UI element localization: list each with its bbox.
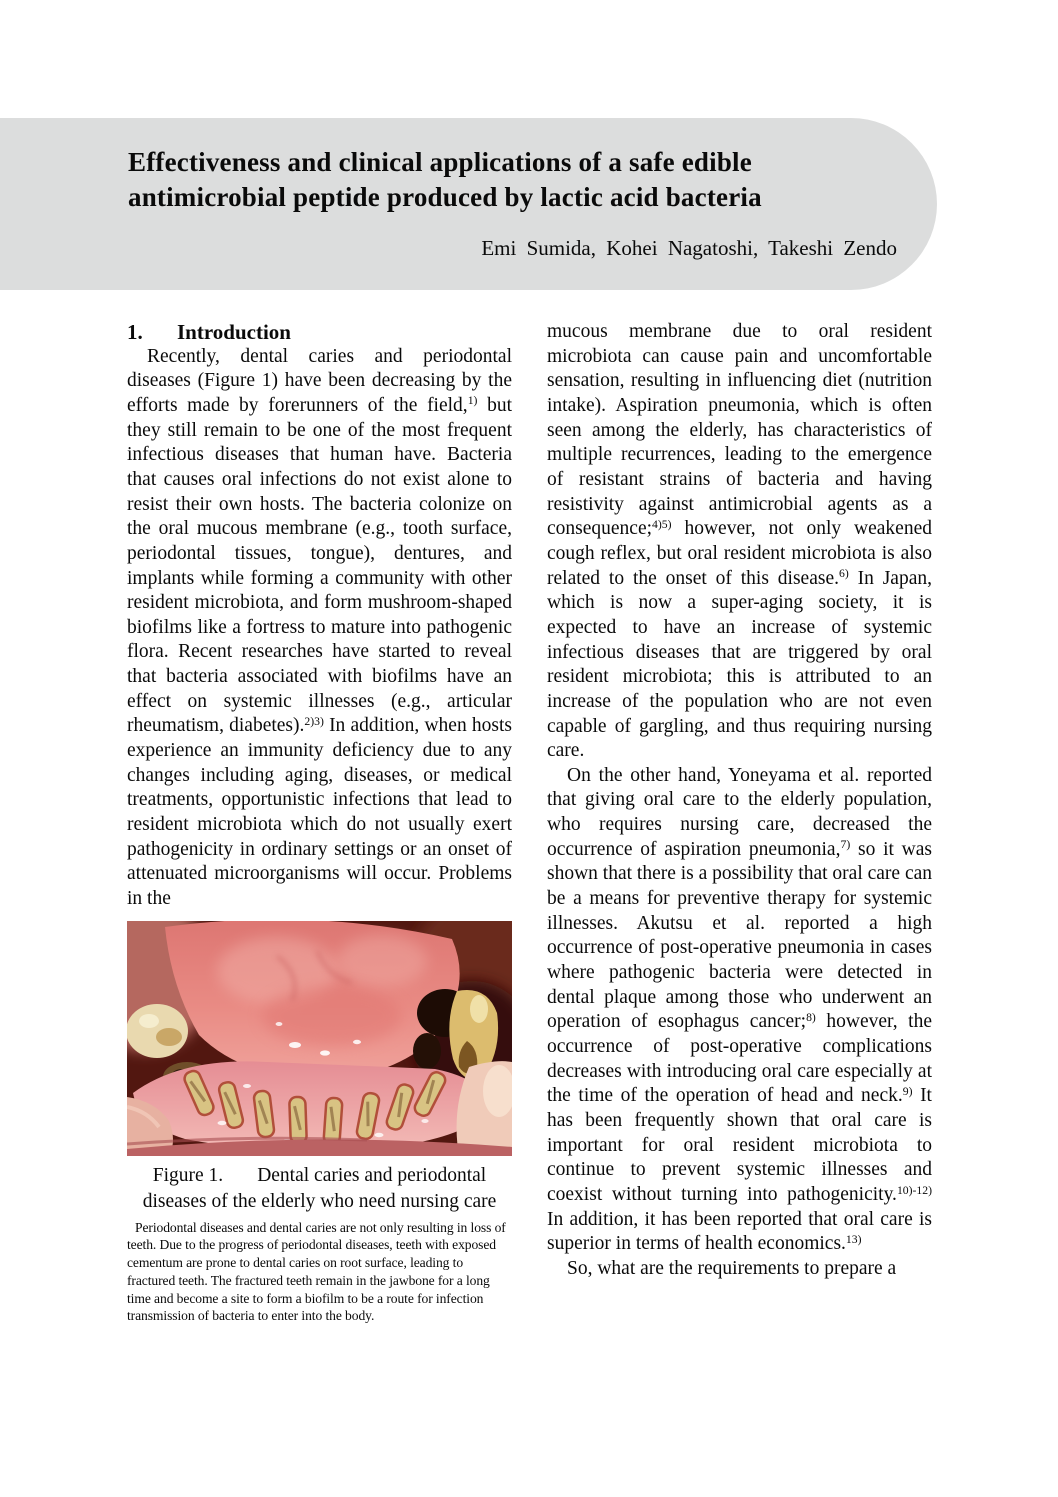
two-column-body xyxy=(127,320,932,1325)
paper-title xyxy=(0,118,937,215)
body-paragraph: mucous membrane due to oral resident microbiota can cause pain and uncomfortable sensation, resulting in influencing diet (nutrition intake). Aspiration pneumonia, which is often seen among the elderly, has characteristics of multiple recurrences, leading to the emergence of resistant strains of bacteria and having resistivity against antimicrobial agents as a consequence;$^{4)5)}$ however, not only weakened cough reflex, but oral resident microbiota is also related to the onset of this disease.$^{6)}$ In Japan, which is now a super-aging society, it is expected to have an increase of systemic infectious diseases that are triggered by oral resident microbiota; this is attributed to an increase of the population who are not even capable of gargling, and thus requiring nursing care. xyxy=(547,321,932,762)
oral-cavity-photo xyxy=(127,921,512,1156)
body-paragraph: So, what are the requirements to prepare a xyxy=(567,1257,897,1279)
section-heading xyxy=(127,320,512,345)
oral-cavity-illustration xyxy=(127,921,512,1156)
paper-title-line-1: Effectiveness and clinical applications of a safe edible xyxy=(128,147,752,177)
body-paragraph: Recently, dental caries and periodontal diseases (Figure 1) have been decreasing by the efforts made by forerunners of the field,$^{1)}$ but they still remain to be one of the most frequent infectious diseases that human have. Bacteria that causes oral infections do not exist alone to resist their own hosts. The bacteria colonize on the oral mucous membrane (e.g., tooth surface, periodontal tissues, tongue), dentures, and implants while forming a community with other resident microbiota, and form mushroom-shaped biofilms like a fortress to mature into pathogenic flora. Recent researches have started to reveal that bacteria associated with biofilms have an effect on systemic illnesses (e.g., articular rheumatism, diabetes).$^{2)3)}$ In addition, when hosts experience an immunity deficiency due to any changes including aging, diseases, or medical treatments, opportunistic infections that lead to resident microbiota which do not usually exert pathogenicity in ordinary settings or an onset of attenuated microorganisms will occur. Problems in the xyxy=(127,345,512,910)
figure-caption-text: Dental caries and periodontal xyxy=(257,1164,487,1186)
figure-description: Periodontal diseases and dental caries are not only resulting in loss of teeth. Due to the progress of periodontal diseases, teeth with exposed cementum are prone to dental caries on root surface, leading to fractured teeth. The fractured teeth remain in the jawbone for a long time and become a site to form a biofilm to be a route for infection transmission of bacteria to enter into the body. xyxy=(127,1219,506,1324)
figure-1 xyxy=(127,921,512,1325)
figure-caption-line-1 xyxy=(127,1163,512,1190)
authors: Emi Sumida, Kohei Nagatoshi, Takeshi Zendo xyxy=(481,236,897,260)
title-band xyxy=(0,118,937,290)
right-column xyxy=(547,320,932,1325)
section-number: 1. xyxy=(127,320,143,344)
body-paragraph: On the other hand, Yoneyama et al. reported that giving oral care to the elderly population, who requires nursing care, decreased the occurrence of aspiration pneumonia,$^{7)}$ so it was shown that there is a possibility that oral care can be a means for preventive therapy for systemic illnesses. Akutsu et al. reported a high occurrence of post-operative pneumonia in cases where pathogenic bacteria were detected in dental plaque among those who underwent an operation of esophagus cancer;$^{8)}$ however, the occurrence of post-operative complications decreases with introducing oral care especially at the time of the operation of head and neck.$^{9)}$ It has been frequently shown that oral care is important for oral resident microbiota to continue to prevent systemic illnesses and coexist without turning into pathogenicity.$^{10)-12)}$ In addition, it has been reported that oral care is superior in terms of health economics.$^{13)}$ xyxy=(547,764,933,1255)
figure-label: Figure 1. xyxy=(152,1164,224,1186)
figure-caption xyxy=(127,1163,512,1216)
section-title: Introduction xyxy=(177,320,291,344)
left-column xyxy=(127,320,512,1325)
figure-caption-line-2: diseases of the elderly who need nursing care xyxy=(142,1191,497,1213)
paper-title-line-2: antimicrobial peptide produced by lactic acid bacteria xyxy=(128,182,762,212)
